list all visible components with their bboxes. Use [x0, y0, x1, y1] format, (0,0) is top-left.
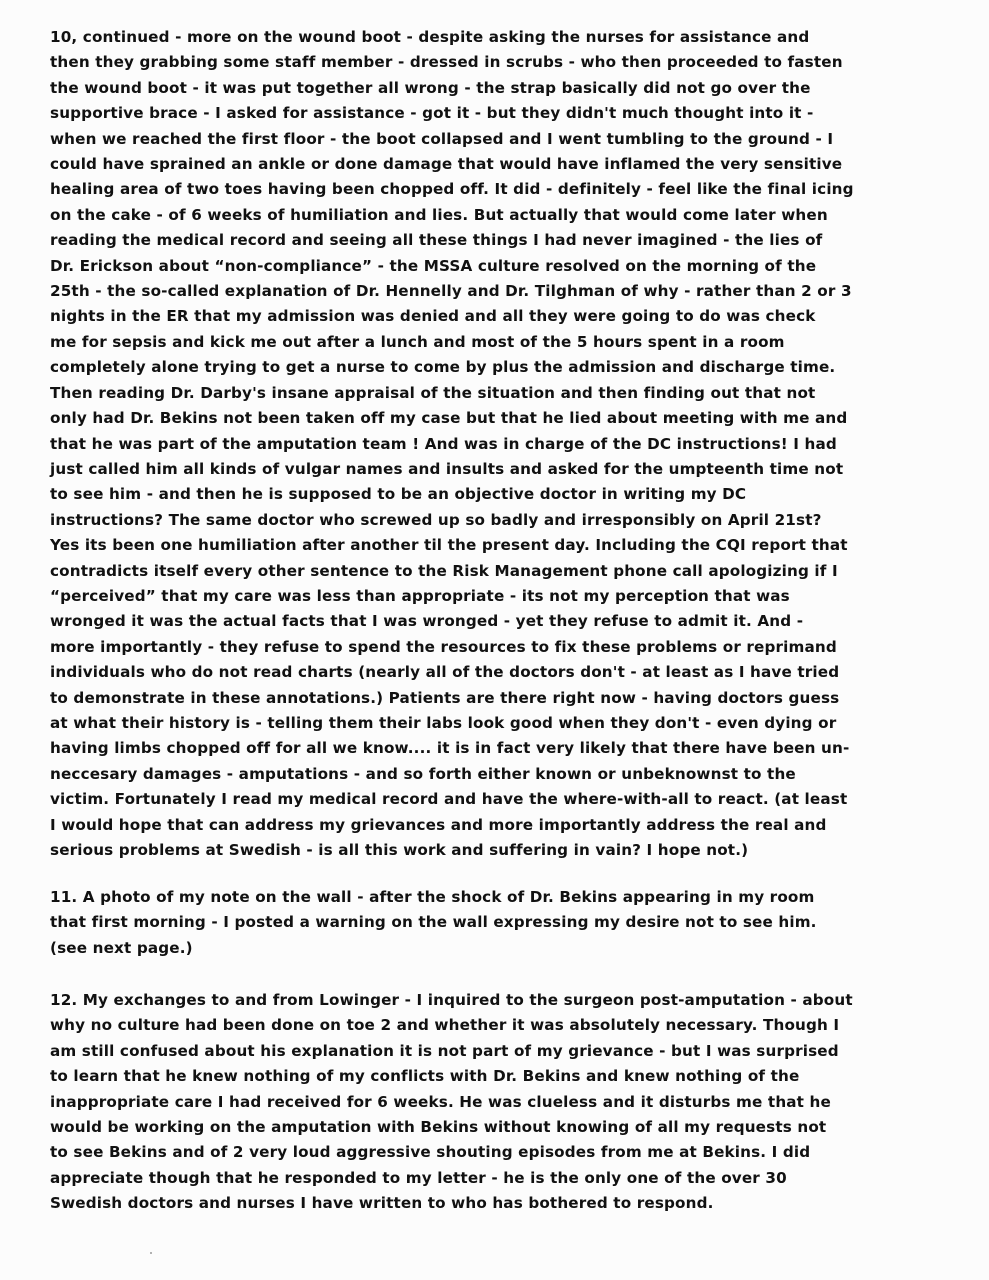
- scan-speck: [150, 1252, 152, 1254]
- paragraph-10: 10, continued - more on the wound boot - despite asking the nurses for assistance and then they grabbing some staff member - dressed in scrubs - who then proceeded to fasten the wound boot - it was put together all wrong - the strap basically did not go over the supportive brace - I asked for assistance - got it - but they didn't much thought into it - when we reached the first floor - the boot collapsed and I went tumbling to the ground - I could have sprained an ankle or done damage that would have inflamed the very sensitive healing area of two toes having been chopped off. It did - definitely - feel like the final icing on the cake - of 6 weeks of humiliation and lies. But actually that would come later when reading the medical record and seeing all these things I had never imagined - the lies of Dr. Erickson about “non-compliance” - the MSSA culture resolved on the morning of the 25th - the so-called explanation of Dr. Hennelly and Dr. Tilghman of why - rather than 2 or 3 nights in the ER that my admission was denied and all they were going to do was check me for sepsis and kick me out after a lunch and most of the 5 hours spent in a room completely alone trying to get a nurse to come by plus the admission and discharge time. Then reading Dr. Darby's insane appraisal of the situation and then finding out that not only had Dr. Bekins not been taken off my case but that he lied about meeting with me and that he was part of the amputation team ! And was in charge of the DC instructions! I had just called him all kinds of vulgar names and insults and asked for the umpteenth time not to see him - and then he is supposed to be an objective doctor in writing my DC instructions? The same doctor who screwed up so badly and irresponsibly on April 21st? Yes its been one humiliation after another til the present day. Including the CQI report that contradicts itself every other sentence to the Risk Management phone call apologizing if I “perceived” that my care was less than appropriate - its not my perception that was wronged it was the actual facts that I was wronged - yet they refuse to admit it. And - more importantly - they refuse to spend the resources to fix these problems or reprimand individuals who do not read charts (nearly all of the doctors don't - at least as I have tried to demonstrate in these annotations.) Patients are there right now - having doctors guess at what their history is - telling them their labs look good when they don't - even dying or having limbs chopped off for all we know.... it is in fact very likely that there have been un- neccesary damages - amputations - and so forth either known or unbeknownst to the victim. Fortunately I read my medical record and have the where-with-all to react. (at least I would hope that can address my grievances and more importantly address the real and serious problems at Swedish - is all this work and suffering in vain? I hope not.): [50, 28, 854, 859]
- paragraph-11: 11. A photo of my note on the wall - after the shock of Dr. Bekins appearing in my room that first morning - I posted a warning on the wall expressing my desire not to see him. (see next page.): [50, 888, 817, 957]
- paragraph-12: 12. My exchanges to and from Lowinger - I inquired to the surgeon post-amputation - about why no culture had been done on toe 2 and whether it was absolutely necessary. Though I am still confused about his explanation it is not part of my grievance - but I was surprised to learn that he knew nothing of my conflicts with Dr. Bekins and knew nothing of the inappropriate care I had received for 6 weeks. He was clueless and it disturbs me that he would be working on the amputation with Bekins without knowing of all my requests not to see Bekins and of 2 very loud aggressive shouting episodes from me at Bekins. I did appreciate though that he responded to my letter - he is the only one of the over 30 Swedish doctors and nurses I have written to who has bothered to respond.: [50, 991, 853, 1213]
